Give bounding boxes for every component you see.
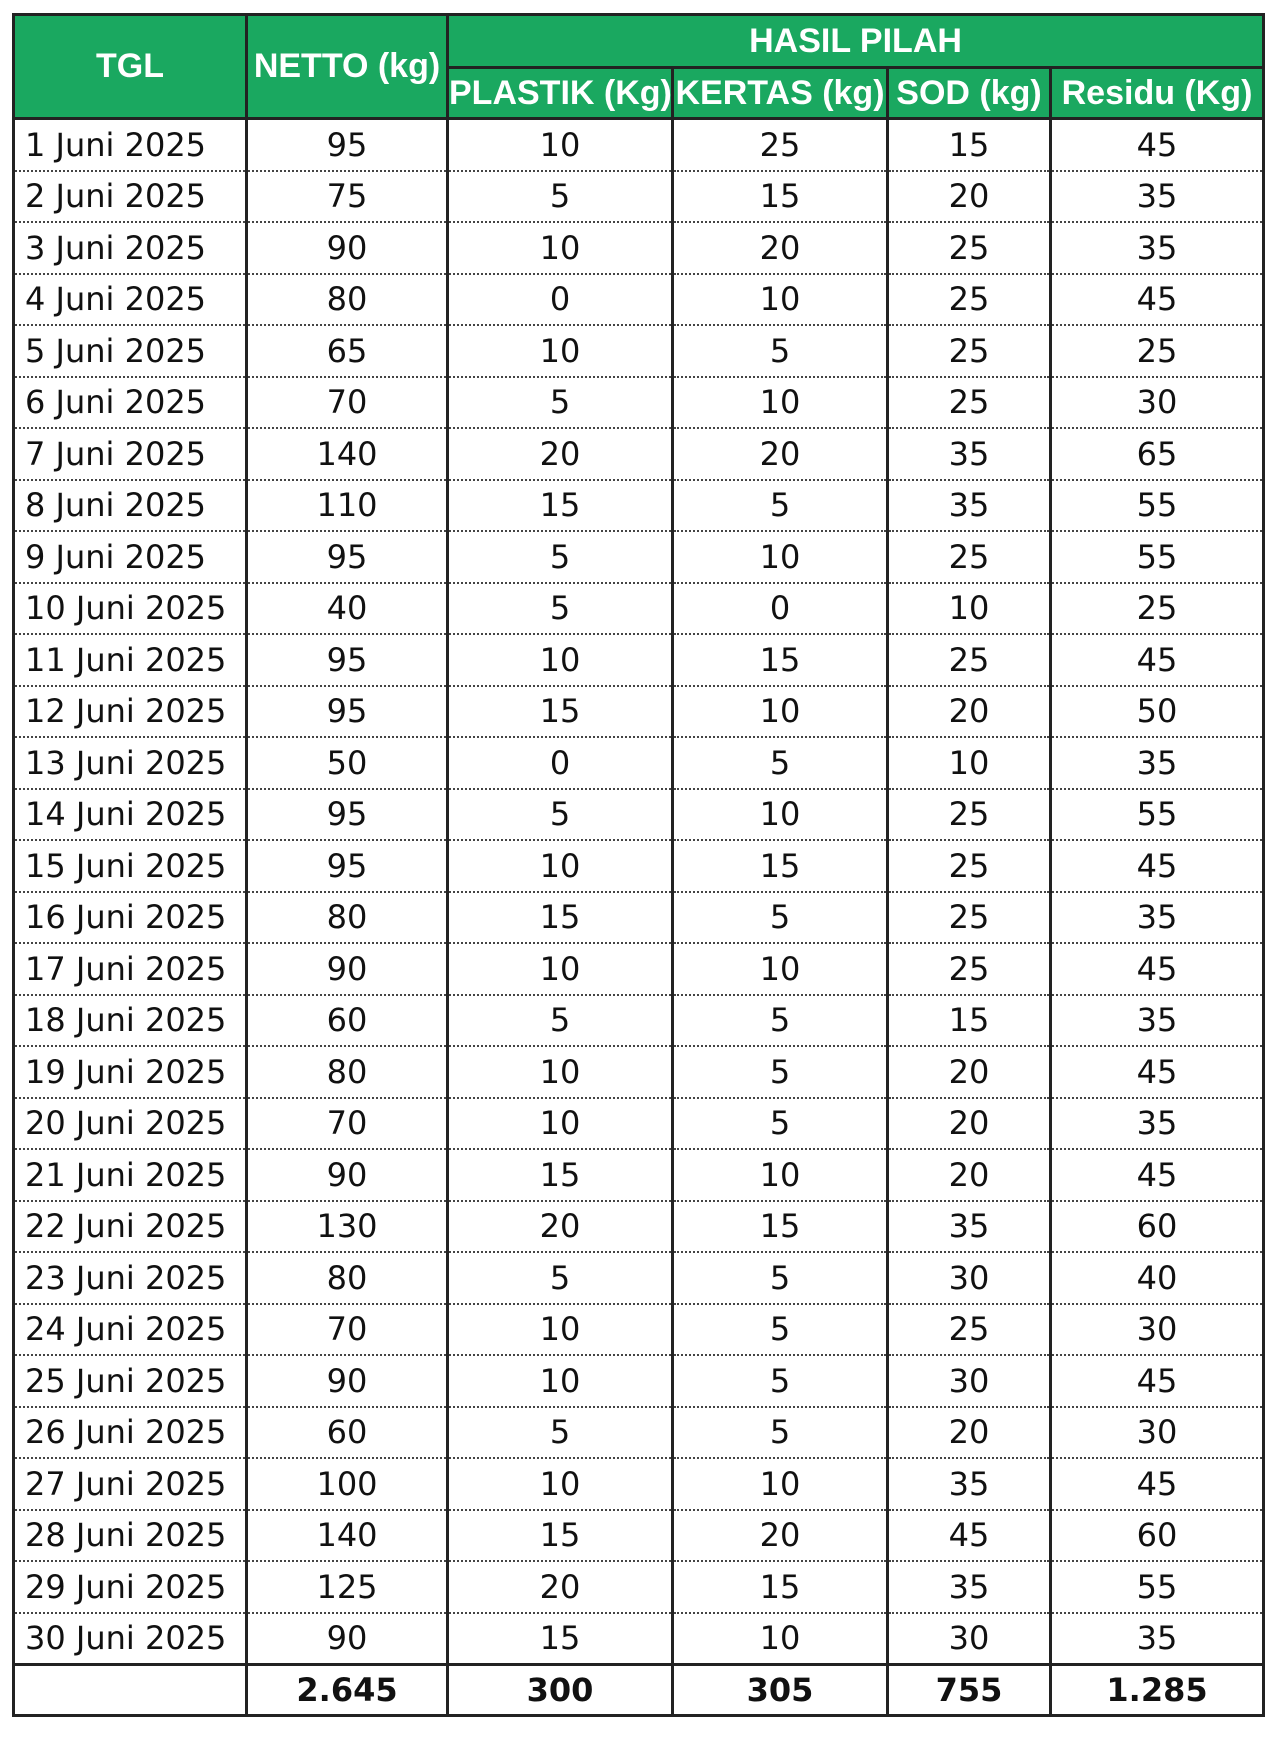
cell-kertas: 10	[673, 274, 888, 326]
cell-residu: 60	[1051, 1201, 1264, 1253]
cell-kertas: 5	[673, 892, 888, 944]
cell-date: 1 Juni 2025	[14, 119, 247, 171]
cell-netto: 140	[247, 428, 448, 480]
table-row	[14, 686, 1264, 738]
cell-date: 13 Juni 2025	[14, 737, 247, 789]
cell-plastik: 15	[448, 686, 673, 738]
table-row	[14, 840, 1264, 892]
cell-kertas: 5	[673, 480, 888, 532]
table-row	[14, 1407, 1264, 1459]
cell-date: 23 Juni 2025	[14, 1252, 247, 1304]
cell-date: 12 Juni 2025	[14, 686, 247, 738]
cell-kertas: 15	[673, 171, 888, 223]
cell-residu: 50	[1051, 686, 1264, 738]
cell-netto: 80	[247, 274, 448, 326]
table-row	[14, 428, 1264, 480]
cell-plastik: 10	[448, 222, 673, 274]
cell-date: 3 Juni 2025	[14, 222, 247, 274]
cell-sod: 10	[888, 737, 1051, 789]
cell-residu: 35	[1051, 222, 1264, 274]
cell-plastik: 15	[448, 480, 673, 532]
cell-sod: 25	[888, 892, 1051, 944]
cell-kertas: 0	[673, 583, 888, 635]
cell-kertas: 15	[673, 1201, 888, 1253]
cell-residu: 30	[1051, 377, 1264, 429]
cell-sod: 25	[888, 274, 1051, 326]
cell-netto: 50	[247, 737, 448, 789]
cell-kertas: 5	[673, 325, 888, 377]
cell-sod: 35	[888, 480, 1051, 532]
total-residu: 1.285	[1051, 1665, 1264, 1716]
cell-date: 21 Juni 2025	[14, 1149, 247, 1201]
cell-plastik: 0	[448, 737, 673, 789]
cell-netto: 80	[247, 1252, 448, 1304]
table-row	[14, 1098, 1264, 1150]
cell-plastik: 5	[448, 377, 673, 429]
cell-kertas: 15	[673, 1561, 888, 1613]
cell-date: 10 Juni 2025	[14, 583, 247, 635]
table-row	[14, 274, 1264, 326]
cell-date: 14 Juni 2025	[14, 789, 247, 841]
cell-residu: 65	[1051, 428, 1264, 480]
cell-kertas: 20	[673, 428, 888, 480]
cell-sod: 15	[888, 995, 1051, 1047]
total-netto: 2.645	[247, 1665, 448, 1716]
header-hasil-pilah: HASIL PILAH	[448, 15, 1264, 68]
cell-netto: 90	[247, 222, 448, 274]
cell-netto: 90	[247, 1149, 448, 1201]
table-row	[14, 943, 1264, 995]
total-sod: 755	[888, 1665, 1051, 1716]
cell-date: 17 Juni 2025	[14, 943, 247, 995]
cell-residu: 25	[1051, 583, 1264, 635]
cell-date: 2 Juni 2025	[14, 171, 247, 223]
cell-residu: 45	[1051, 1355, 1264, 1407]
cell-residu: 35	[1051, 1613, 1264, 1665]
cell-plastik: 15	[448, 1510, 673, 1562]
table-row	[14, 325, 1264, 377]
cell-plastik: 10	[448, 1304, 673, 1356]
cell-sod: 20	[888, 1046, 1051, 1098]
table-header	[14, 15, 1264, 119]
cell-sod: 35	[888, 1458, 1051, 1510]
cell-residu: 35	[1051, 1098, 1264, 1150]
cell-kertas: 20	[673, 222, 888, 274]
cell-residu: 45	[1051, 1046, 1264, 1098]
cell-residu: 30	[1051, 1407, 1264, 1459]
cell-residu: 35	[1051, 737, 1264, 789]
header-netto: NETTO (kg)	[247, 15, 448, 119]
cell-netto: 70	[247, 1098, 448, 1150]
cell-plastik: 15	[448, 1149, 673, 1201]
cell-plastik: 10	[448, 1355, 673, 1407]
cell-plastik: 5	[448, 171, 673, 223]
cell-kertas: 10	[673, 1458, 888, 1510]
cell-plastik: 5	[448, 583, 673, 635]
cell-plastik: 5	[448, 995, 673, 1047]
table-row	[14, 531, 1264, 583]
cell-residu: 35	[1051, 995, 1264, 1047]
header-sod: SOD (kg)	[888, 68, 1051, 119]
cell-residu: 60	[1051, 1510, 1264, 1562]
header-tgl: TGL	[14, 15, 247, 119]
cell-sod: 15	[888, 119, 1051, 171]
cell-sod: 45	[888, 1510, 1051, 1562]
total-plastik: 300	[448, 1665, 673, 1716]
cell-netto: 80	[247, 892, 448, 944]
table-body	[14, 119, 1264, 1716]
cell-sod: 30	[888, 1613, 1051, 1665]
cell-plastik: 10	[448, 1098, 673, 1150]
table-row	[14, 789, 1264, 841]
table-row	[14, 995, 1264, 1047]
cell-sod: 30	[888, 1355, 1051, 1407]
cell-plastik: 10	[448, 943, 673, 995]
cell-date: 22 Juni 2025	[14, 1201, 247, 1253]
cell-sod: 30	[888, 1252, 1051, 1304]
cell-residu: 25	[1051, 325, 1264, 377]
cell-plastik: 10	[448, 1046, 673, 1098]
table-row	[14, 1046, 1264, 1098]
cell-sod: 25	[888, 1304, 1051, 1356]
cell-netto: 70	[247, 1304, 448, 1356]
total-label	[14, 1665, 247, 1716]
table-row	[14, 737, 1264, 789]
cell-sod: 25	[888, 377, 1051, 429]
table-row	[14, 1201, 1264, 1253]
cell-residu: 45	[1051, 840, 1264, 892]
cell-date: 29 Juni 2025	[14, 1561, 247, 1613]
cell-plastik: 5	[448, 789, 673, 841]
cell-kertas: 5	[673, 1407, 888, 1459]
header-plastik: PLASTIK (Kg)	[448, 68, 673, 119]
cell-sod: 25	[888, 222, 1051, 274]
cell-plastik: 0	[448, 274, 673, 326]
cell-netto: 110	[247, 480, 448, 532]
cell-sod: 20	[888, 1149, 1051, 1201]
cell-kertas: 10	[673, 531, 888, 583]
table-row	[14, 377, 1264, 429]
cell-date: 5 Juni 2025	[14, 325, 247, 377]
cell-plastik: 10	[448, 634, 673, 686]
table-row	[14, 1510, 1264, 1562]
cell-netto: 60	[247, 995, 448, 1047]
cell-netto: 130	[247, 1201, 448, 1253]
cell-sod: 25	[888, 840, 1051, 892]
cell-kertas: 10	[673, 377, 888, 429]
cell-netto: 80	[247, 1046, 448, 1098]
cell-kertas: 5	[673, 1355, 888, 1407]
cell-netto: 95	[247, 634, 448, 686]
cell-residu: 55	[1051, 1561, 1264, 1613]
cell-sod: 20	[888, 1407, 1051, 1459]
cell-kertas: 15	[673, 840, 888, 892]
cell-plastik: 10	[448, 1458, 673, 1510]
cell-kertas: 10	[673, 789, 888, 841]
table-row	[14, 1355, 1264, 1407]
cell-plastik: 20	[448, 1561, 673, 1613]
cell-date: 25 Juni 2025	[14, 1355, 247, 1407]
cell-netto: 90	[247, 943, 448, 995]
cell-plastik: 20	[448, 428, 673, 480]
cell-sod: 35	[888, 1561, 1051, 1613]
cell-plastik: 10	[448, 325, 673, 377]
table-row	[14, 480, 1264, 532]
cell-date: 15 Juni 2025	[14, 840, 247, 892]
table-row	[14, 119, 1264, 171]
cell-residu: 55	[1051, 480, 1264, 532]
cell-sod: 25	[888, 789, 1051, 841]
cell-sod: 20	[888, 171, 1051, 223]
cell-netto: 95	[247, 119, 448, 171]
cell-plastik: 5	[448, 1252, 673, 1304]
cell-residu: 40	[1051, 1252, 1264, 1304]
cell-kertas: 5	[673, 1098, 888, 1150]
cell-residu: 45	[1051, 634, 1264, 686]
cell-kertas: 5	[673, 1046, 888, 1098]
cell-kertas: 5	[673, 1252, 888, 1304]
table-row	[14, 634, 1264, 686]
table-row	[14, 892, 1264, 944]
cell-netto: 90	[247, 1613, 448, 1665]
cell-date: 8 Juni 2025	[14, 480, 247, 532]
cell-sod: 25	[888, 531, 1051, 583]
cell-date: 24 Juni 2025	[14, 1304, 247, 1356]
cell-netto: 95	[247, 686, 448, 738]
cell-plastik: 20	[448, 1201, 673, 1253]
cell-netto: 60	[247, 1407, 448, 1459]
cell-date: 11 Juni 2025	[14, 634, 247, 686]
header-residu: Residu (Kg)	[1051, 68, 1264, 119]
cell-netto: 95	[247, 531, 448, 583]
total-row	[14, 1665, 1264, 1716]
header-kertas: KERTAS (kg)	[673, 68, 888, 119]
cell-plastik: 5	[448, 531, 673, 583]
cell-netto: 65	[247, 325, 448, 377]
table-row	[14, 1561, 1264, 1613]
cell-netto: 75	[247, 171, 448, 223]
cell-kertas: 15	[673, 634, 888, 686]
total-kertas: 305	[673, 1665, 888, 1716]
cell-date: 18 Juni 2025	[14, 995, 247, 1047]
cell-plastik: 10	[448, 840, 673, 892]
table-row	[14, 1252, 1264, 1304]
cell-sod: 25	[888, 325, 1051, 377]
cell-residu: 55	[1051, 789, 1264, 841]
cell-date: 19 Juni 2025	[14, 1046, 247, 1098]
waste-sorting-table	[12, 13, 1265, 1717]
cell-residu: 45	[1051, 1149, 1264, 1201]
cell-kertas: 10	[673, 1613, 888, 1665]
cell-date: 27 Juni 2025	[14, 1458, 247, 1510]
cell-netto: 125	[247, 1561, 448, 1613]
cell-residu: 35	[1051, 171, 1264, 223]
table-row	[14, 1304, 1264, 1356]
cell-kertas: 10	[673, 1149, 888, 1201]
cell-sod: 25	[888, 943, 1051, 995]
cell-kertas: 10	[673, 686, 888, 738]
cell-kertas: 5	[673, 737, 888, 789]
cell-plastik: 10	[448, 119, 673, 171]
cell-netto: 40	[247, 583, 448, 635]
cell-sod: 20	[888, 686, 1051, 738]
table-row	[14, 1458, 1264, 1510]
cell-residu: 45	[1051, 1458, 1264, 1510]
cell-date: 30 Juni 2025	[14, 1613, 247, 1665]
cell-sod: 35	[888, 1201, 1051, 1253]
cell-kertas: 20	[673, 1510, 888, 1562]
cell-date: 9 Juni 2025	[14, 531, 247, 583]
table-row	[14, 1149, 1264, 1201]
cell-netto: 95	[247, 789, 448, 841]
cell-residu: 35	[1051, 892, 1264, 944]
table-row	[14, 222, 1264, 274]
cell-kertas: 25	[673, 119, 888, 171]
cell-sod: 20	[888, 1098, 1051, 1150]
table-row	[14, 171, 1264, 223]
cell-residu: 45	[1051, 943, 1264, 995]
cell-kertas: 5	[673, 995, 888, 1047]
cell-date: 7 Juni 2025	[14, 428, 247, 480]
cell-sod: 10	[888, 583, 1051, 635]
cell-kertas: 10	[673, 943, 888, 995]
cell-plastik: 15	[448, 1613, 673, 1665]
table-row	[14, 1613, 1264, 1665]
cell-residu: 55	[1051, 531, 1264, 583]
cell-plastik: 15	[448, 892, 673, 944]
cell-residu: 45	[1051, 119, 1264, 171]
cell-residu: 45	[1051, 274, 1264, 326]
cell-netto: 100	[247, 1458, 448, 1510]
cell-kertas: 5	[673, 1304, 888, 1356]
cell-netto: 95	[247, 840, 448, 892]
cell-plastik: 5	[448, 1407, 673, 1459]
table-row	[14, 583, 1264, 635]
cell-date: 20 Juni 2025	[14, 1098, 247, 1150]
cell-netto: 140	[247, 1510, 448, 1562]
cell-netto: 90	[247, 1355, 448, 1407]
cell-date: 16 Juni 2025	[14, 892, 247, 944]
cell-date: 26 Juni 2025	[14, 1407, 247, 1459]
cell-date: 28 Juni 2025	[14, 1510, 247, 1562]
cell-netto: 70	[247, 377, 448, 429]
cell-sod: 25	[888, 634, 1051, 686]
cell-date: 6 Juni 2025	[14, 377, 247, 429]
cell-residu: 30	[1051, 1304, 1264, 1356]
cell-sod: 35	[888, 428, 1051, 480]
cell-date: 4 Juni 2025	[14, 274, 247, 326]
